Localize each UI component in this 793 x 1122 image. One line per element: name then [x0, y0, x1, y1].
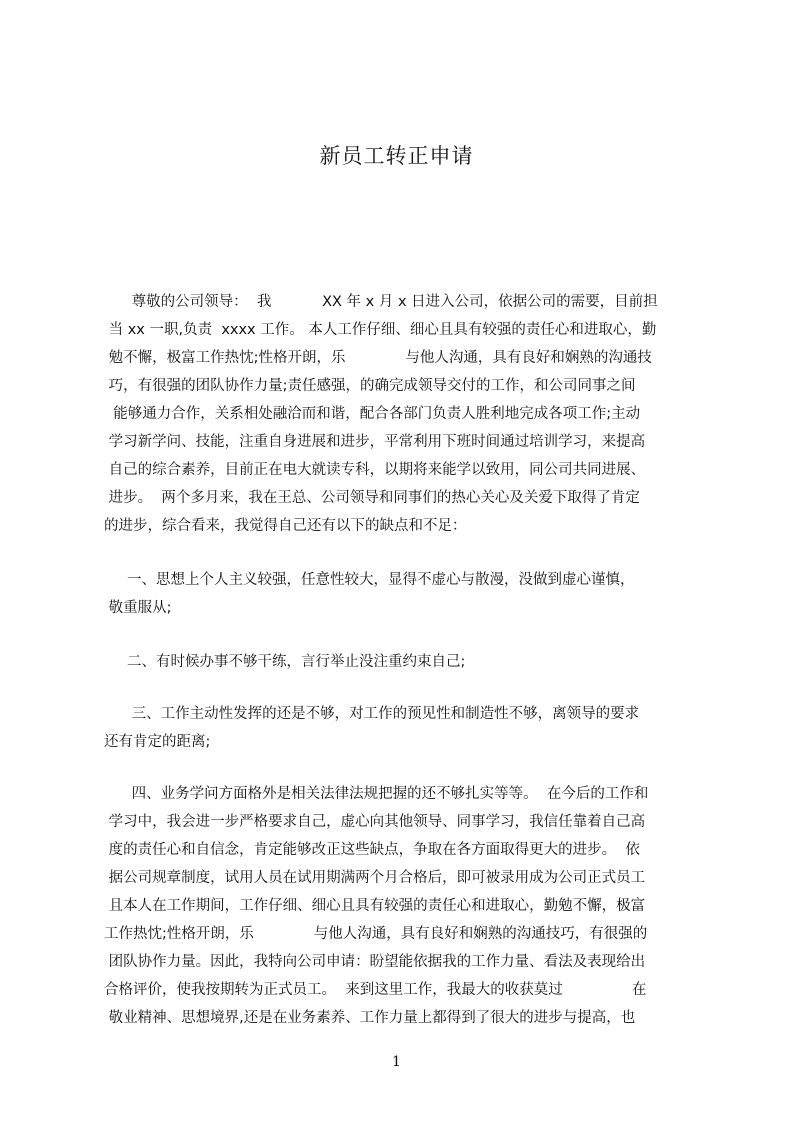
body-line: 还有肯定的距离; — [104, 734, 211, 750]
body-line: 的进步，综合看来，我觉得自己还有以下的缺点和不足： — [104, 518, 467, 534]
body-line: 学习新学问、技能，注重自身进展和进步，平常利用下班时间通过培训学习，来提高 — [104, 434, 646, 450]
body-line: 团队协作力量。因此，我特向公司申请：盼望能依据我的工作力量、看法及表现给出 — [104, 954, 646, 970]
body-line: 当 xx 一职,负责 xxxx 工作。 本人工作仔细、细心且具有较强的责任心和进取心，勤 — [104, 322, 657, 338]
body-line: 学习中，我会进一步严格要求自己，虚心向其他领导、同事学习，我信任靠着自己高 — [104, 814, 646, 830]
body-line: 敬业精神、思想境界,还是在业务素养、工作力量上都得到了很大的进步与提高，也 — [104, 1010, 636, 1026]
body-line: 勉不懈，极富工作热忱;性格开朗，乐 与他人沟通，具有良好和娴熟的沟通技 — [104, 350, 652, 366]
body-line: 进步。 两个多月来，我在王总、公司领导和同事们的热心关心及关爱下取得了肯定 — [104, 490, 640, 506]
body-line: 四、业务学问方面格外是相关法律法规把握的还不够扎实等等。 在今后的工作和 — [104, 786, 649, 802]
body-line: 工作热忱;性格开朗，乐 与他人沟通，具有良好和娴熟的沟通技巧，有很强的 — [104, 926, 648, 942]
body-line: 度的责任心和自信念，肯定能够改正这些缺点，争取在各方面取得更大的进步。 依 — [104, 842, 640, 858]
body-line: 敬重服从; — [104, 600, 172, 616]
body-line: 自己的综合素养，目前正在电大就读专科，以期将来能学以致用，同公司共同进展、 — [104, 462, 646, 478]
document-title: 新员工转正申请 — [319, 144, 474, 168]
page-number: 1 — [392, 1054, 401, 1070]
body-line: 能够通力合作，关系相处融洽而和谐，配合各部门负责人胜利地完成各项工作;主动 — [104, 406, 641, 422]
body-line: 三、工作主动性发挥的还是不够，对工作的预见性和制造性不够，离领导的要求 — [104, 706, 640, 722]
body-line: 一、思想上个人主义较强，任意性较大，显得不虚心与散漫，没做到虚心谨慎， — [104, 572, 635, 588]
body-line: 合格评价，使我按期转为正式员工。 来到这里工作，我最大的收获莫过 在 — [104, 982, 647, 998]
body-line: 尊敬的公司领导： 我 XX 年 x 月 x 日进入公司，依据公司的需要，目前担 — [104, 294, 658, 310]
body-line: 二、有时候办事不够干练，言行举止没注重约束自己; — [104, 654, 466, 670]
body-line: 据公司规章制度，试用人员在试用期满两个月合格后，即可被录用成为公司正式员工 — [104, 870, 646, 886]
body-line: 且本人在工作期间，工作仔细、细心且具有较强的责任心和进取心，勤勉不懈，极富 — [104, 898, 646, 914]
body-line: 巧，有很强的团队协作力量;责任感强，的确完成领导交付的工作，和公司同事之间 — [104, 378, 636, 394]
